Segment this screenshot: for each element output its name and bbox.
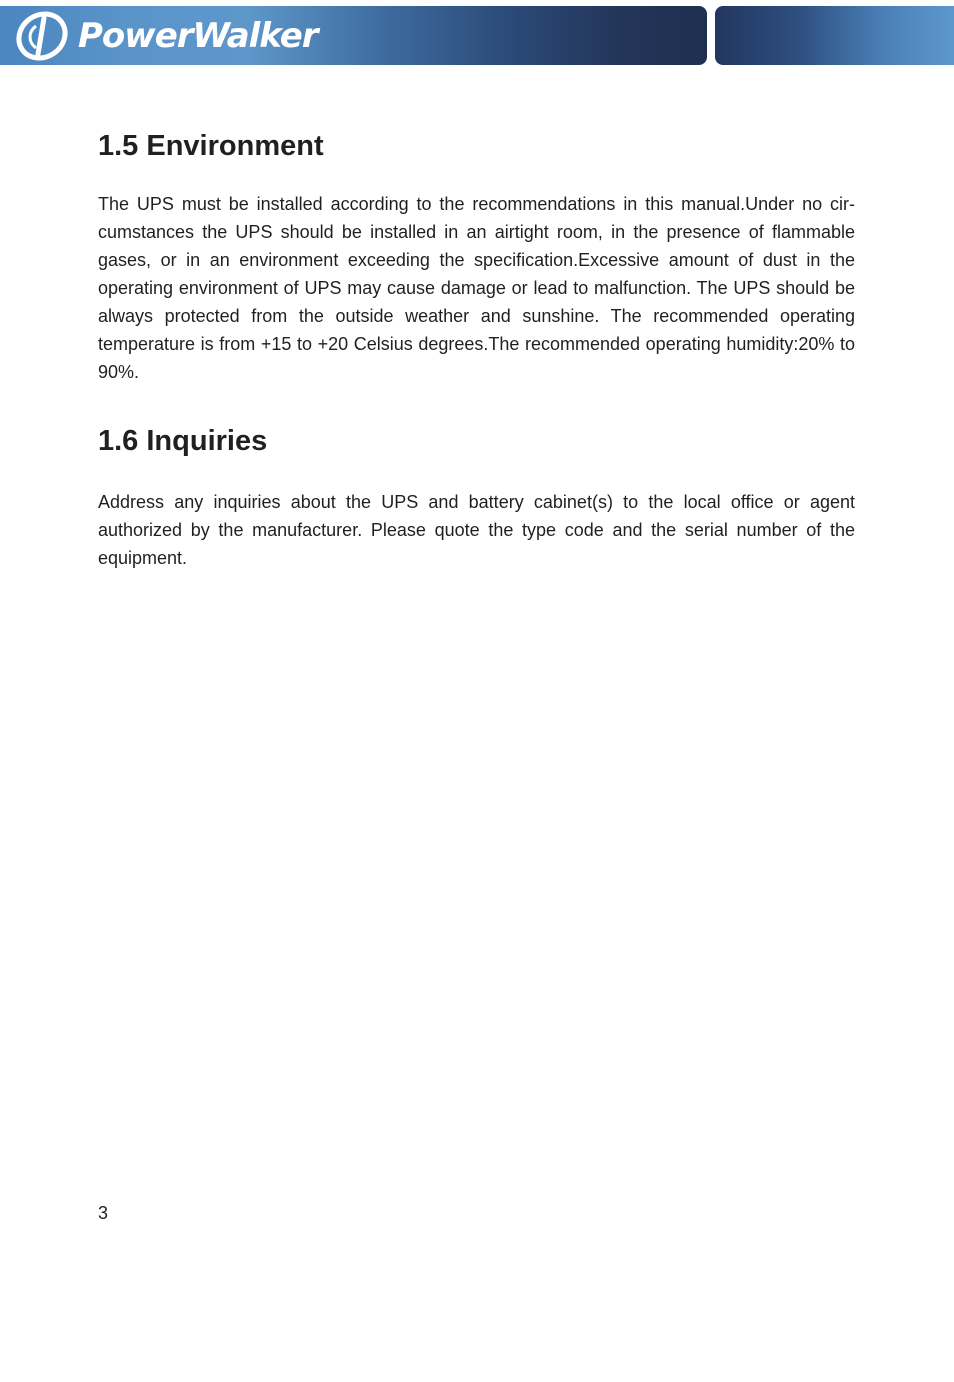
power-swirl-icon [14,10,70,62]
page-number: 3 [98,1203,109,1223]
section-heading-inquiries: 1.6 Inquiries [98,425,268,457]
brand-name: PowerWalker [78,15,318,56]
section-body-environment: The UPS must be installed according to the recommendations in this manual.Under no cir-cumstances the UPS should be installed in an airtight room, in the presence of flammable gases, or in an environment exceeding the specification.Excessive amount of dust in the operating environment of UPS may cause damage or lead to malfunction. The UPS should be always protected from the outside weather and sunshine. The recommended operating temperature is from +15 to +20 Celsius degrees.The recommended operating humidity:20% to 90%. [98,194,855,382]
powerwalker-logo [14,6,318,65]
header-bar-accent [715,6,954,65]
section-body-inquiries: Address any inquiries about the UPS and battery cabinet(s) to the local office or agent authorized by the manufacturer. Please quote the type code and the serial number of the equipment. [98,492,855,568]
section-heading-environment: 1.5 Environment [98,130,324,162]
